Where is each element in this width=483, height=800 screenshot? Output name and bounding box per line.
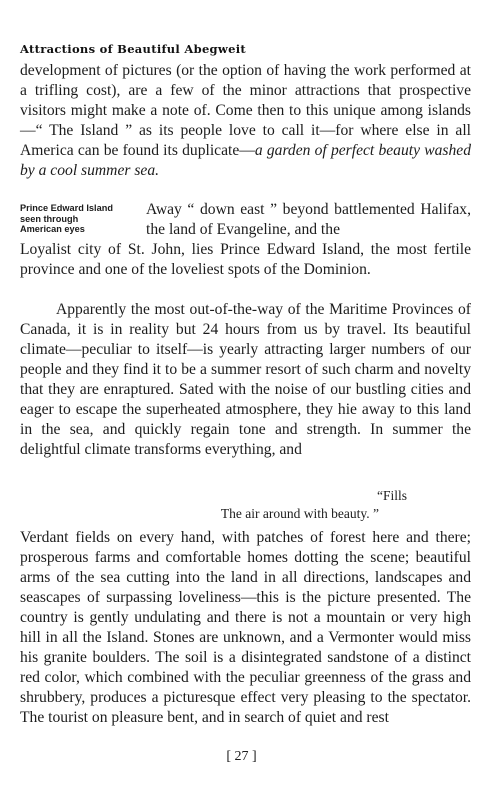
paragraph-3: Apparently the most out-of-the-way of the Maritime Provinces of Canada, it is in reality but 24 hours from us by travel. Its beautiful climate—peculiar to itself—is yearly attracting larger numbers of our people and they find it to be a summer resort of such charm and novelty that they are enraptured. Sated with the noise of our bustling cities and eager to escape the superheated atmosphere, they hie away to this land in the sea, and quickly regain tone and strength. In summer the delightful climate transforms everything, and bbox=[20, 301, 471, 458]
paragraph-1 bbox=[20, 61, 471, 181]
margin-sidenote bbox=[20, 203, 138, 235]
page-number: [ 27 ] bbox=[226, 749, 257, 764]
sidenote-line-1: Prince Edward Island bbox=[20, 203, 113, 213]
sidenote-line-2: seen through bbox=[20, 213, 79, 224]
sidenote-line-3: American eyes bbox=[20, 224, 85, 234]
quote-line-1: “Fills bbox=[376, 488, 407, 503]
paragraph-2-opening: Away “ down east ” beyond battlemented Halifax, the land of Evangeline, and the bbox=[146, 201, 471, 238]
paragraph-1-text: development of pictures (or the option of having the work performed at a trifling cost), are a few of the minor attractions that prospective visitors might make a note of. Come then to this unique among islands—“ The Island ” as its people love to call it—for where else in all America can be found its duplicate— bbox=[20, 62, 471, 159]
quote-line-2: The air around with beauty. ” bbox=[220, 506, 379, 521]
running-head: Attractions of Beautiful Abegweit bbox=[20, 42, 246, 56]
paragraph-2-continuation: Loyalist city of St. John, lies Prince Edward Island, the most fertile province and one of the loveliest spots of the Dominion. bbox=[20, 241, 471, 278]
paragraph-1-italic-tail: a garden of perfect beauty washed by a cool summer sea. bbox=[20, 142, 471, 179]
paragraph-4: Verdant fields on every hand, with patches of forest here and there; prosperous farms and comfortable homes dotting the scene; beautiful arms of the sea cutting into the land in all directions, landscapes and seascapes of surpassing loveliness—this is the picture presented. The country is gently undulating and there is not a mountain or very high hill in all the Island. Stones are unknown, and a Vermonter would miss his granite boulders. The soil is a disintegrated sandstone of a distinct red color, which combined with the peculiar greenness of the grass and shrubbery, produces a picturesque effect very pleasing to the spectator. The tourist on pleasure bent, and in search of quiet and rest bbox=[20, 529, 471, 726]
